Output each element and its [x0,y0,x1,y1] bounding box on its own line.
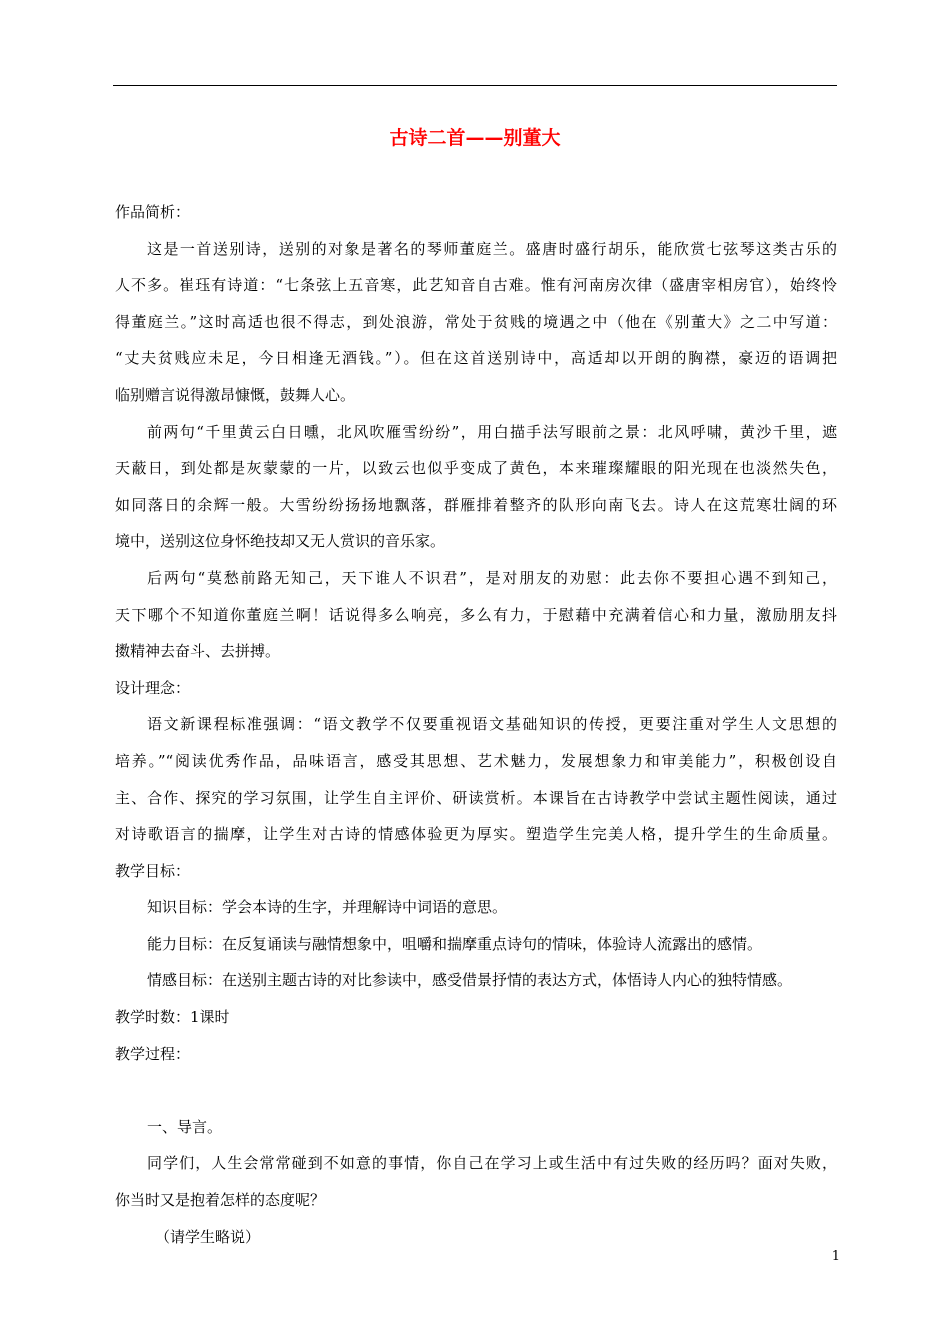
page-number: 1 [831,1249,840,1264]
step-note: （请学生略说） [155,1227,261,1246]
paragraph-line: 得董庭兰。”这时高适也很不得志，到处浪游，常处于贫贱的境遇之中（他在《别董大》之二中写道： [115,312,837,331]
paragraph-line: 后两句“莫愁前路无知己，天下谁人不识君”，是对朋友的劝慰：此去你不要担心遇不到知己， [147,568,837,587]
step-heading: 一、导言。 [147,1117,223,1136]
blank-line [115,1072,837,1109]
paragraph-line: 临别赠言说得激昂慷慨，鼓舞人心。 [115,385,356,404]
paragraph-line: 对诗歌语言的揣摩，让学生对古诗的情感体验更为厚实。塑造学生完美人格，提升学生的生命质量。 [115,825,837,844]
paragraph-line: 同学们，人生会常常碰到不如意的事情，你自己在学习上或生活中有过失败的经历吗？面对失败， [147,1154,837,1173]
goal-item: 知识目标：学会本诗的生字，并理解诗中词语的意思。 [147,898,508,917]
paragraph-line: “丈夫贫贱应未足，今日相逢无酒钱。”）。但在这首送别诗中，高适却以开朗的胸襟，豪迈的语调把 [115,349,837,368]
paragraph-line: 语文新课程标准强调：“语文教学不仅要重视语文基础知识的传授，更要注重对学生人文思想的 [147,715,837,734]
paragraph-line: 境中，送别这位身怀绝技却又无人赏识的音乐家。 [115,532,446,551]
teaching-hours: 教学时数：1课时 [115,1008,230,1027]
document-title: 古诗二首——别董大 [389,127,561,149]
section-heading-goals: 教学目标： [115,861,191,880]
header-rule [113,85,837,86]
section-heading-process: 教学过程： [115,1044,191,1063]
paragraph-line: 如同落日的余辉一般。大雪纷纷扬扬地飘落，群雁排着整齐的队形向南飞去。诗人在这荒寒壮阔的环 [115,495,837,514]
paragraph-line: 天下哪个不知道你董庭兰啊！话说得多么响亮，多么有力，于慰藉中充满着信心和力量，激励朋友抖 [115,605,837,624]
paragraph-line: 这是一首送别诗，送别的对象是著名的琴师董庭兰。盛唐时盛行胡乐，能欣赏七弦琴这类古乐的 [147,239,837,258]
section-heading-design: 设计理念： [115,678,191,697]
goal-item: 能力目标：在反复诵读与融情想象中，咀嚼和揣摩重点诗句的情味，体验诗人流露出的感情。 [147,934,763,953]
document-body [115,194,837,1255]
paragraph-line: 人不多。崔珏有诗道：“七条弦上五音寒，此艺知音自古难。惟有河南房次律（盛唐宰相房官），始终怜 [115,276,837,295]
goal-item: 情感目标：在送别主题古诗的对比参读中，感受借景抒情的表达方式，体悟诗人内心的独特情感。 [147,971,793,990]
paragraph-line: 前两句“千里黄云白日曛，北风吹雁雪纷纷”，用白描手法写眼前之景：北风呼啸，黄沙千里，遮 [147,422,837,441]
paragraph-line: 主、合作、探究的学习氛围，让学生自主评价、研读赏析。本课旨在古诗教学中尝试主题性阅读，通过 [115,788,837,807]
paragraph-line: 天蔽日，到处都是灰蒙蒙的一片，以致云也似乎变成了黄色，本来璀璨耀眼的阳光现在也淡然失色， [115,459,837,478]
paragraph-line: 你当时又是抱着怎样的态度呢？ [115,1191,326,1210]
paragraph-line: 擞精神去奋斗、去拼搏。 [115,642,281,661]
paragraph-line: 培养。”“阅读优秀作品，品味语言，感受其思想、艺术魅力，发展想象力和审美能力”，积极创设自 [115,751,837,770]
section-heading-intro: 作品简析： [115,203,191,221]
